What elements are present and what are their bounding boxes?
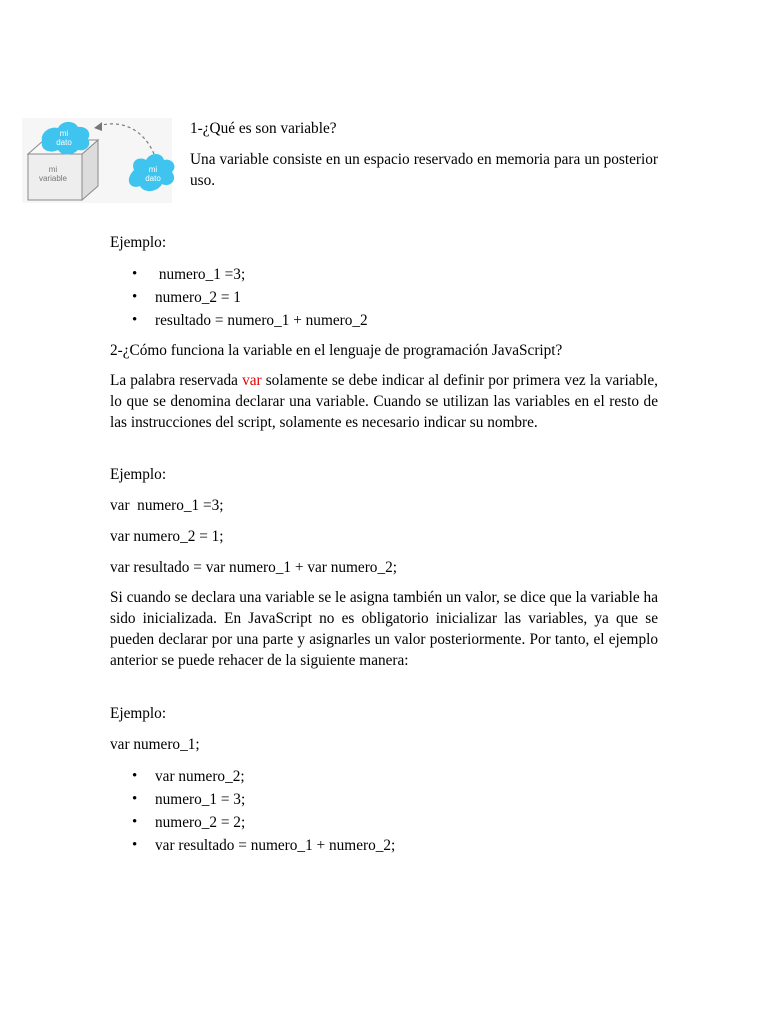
section2-example-label-2: Ejemplo: [110, 705, 167, 722]
paragraph-text-before: La palabra reservada [110, 372, 243, 389]
code-line: var resultado = var numero_1 + var numero_2; [110, 559, 397, 576]
blob-side-label: mi dato [145, 165, 161, 183]
keyword-var: var [242, 372, 262, 389]
section2-paragraph [110, 370, 658, 433]
list-item: • numero_1 = 3; [110, 788, 395, 811]
paragraph-text-after: solamente se debe indicar al definir por primera vez la variable, lo que se denomina declarar una variable. Cuando se utilizan las variables en el resto de las instrucciones del script, solamente es necesario indicar su nombre. [110, 372, 658, 431]
section2-title: 2-¿Cómo funciona la variable en el lenguaje de programación JavaScript? [110, 342, 563, 359]
section1-bullet-list [110, 263, 368, 332]
list-item: • var numero_2; [110, 765, 395, 788]
section2-paragraph-2: Si cuando se declara una variable se le asigna también un valor, se dice que la variable ha sido inicializada. En JavaScript no es obligatorio inicializar las variables, ya que se pueden declarar por una parte y asignarles un valor posteriormente. Por tanto, el ejemplo anterior se puede rehacer de la siguiente manera: [110, 589, 658, 669]
list-item: • var resultado = numero_1 + numero_2; [110, 834, 395, 857]
section1-paragraph: Una variable consiste en un espacio reservado en memoria para un posterior uso. [190, 151, 658, 189]
section1-example-label: Ejemplo: [110, 234, 167, 251]
section1-title: 1-¿Qué es son variable? [190, 120, 337, 137]
list-item: • numero_1 =3; [110, 263, 368, 286]
code-line: var numero_1 =3; [110, 497, 224, 514]
list-item: • resultado = numero_1 + numero_2 [110, 309, 368, 332]
list-item: • numero_2 = 1 [110, 286, 368, 309]
variable-box-illustration [22, 112, 184, 207]
section2-bullet-list [110, 765, 395, 857]
section2-example-label: Ejemplo: [110, 466, 167, 483]
code-line: var numero_2 = 1; [110, 528, 224, 545]
box-label: mi variable [38, 165, 68, 183]
list-item: • numero_2 = 2; [110, 811, 395, 834]
code-line: var numero_1; [110, 736, 200, 753]
blob-top-label: mi dato [56, 129, 72, 147]
